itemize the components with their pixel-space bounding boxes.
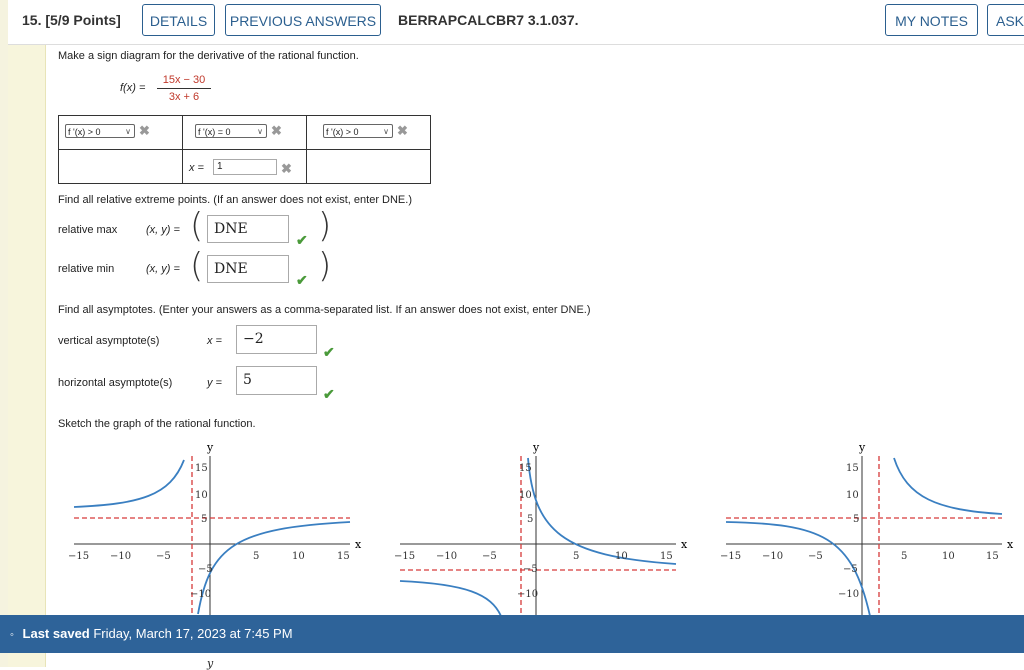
sign-cell-bottom-right (307, 150, 431, 184)
vertical-asymptote-label: vertical asymptote(s) (58, 335, 160, 347)
y-tick-label: 5 (853, 514, 860, 525)
x-tick-label: −15 (394, 551, 416, 562)
relative-min-xy-label: (x, y) = (146, 263, 180, 275)
horizontal-asymptote-var: y = (207, 377, 222, 389)
chevron-down-icon: ∨ (383, 127, 389, 136)
fraction-bar (157, 88, 211, 89)
previous-answers-button[interactable]: PREVIOUS ANSWERS (225, 4, 381, 36)
y-axis-label: y (859, 441, 866, 454)
sign-select-right[interactable]: f '(x) > 0 ∨ (323, 124, 393, 138)
sign-select-left[interactable]: f '(x) > 0 ∨ (65, 124, 135, 138)
y-tick-label: 10 (519, 490, 532, 501)
function-numerator: 15x − 30 (162, 74, 206, 86)
x-tick-label: −5 (482, 551, 497, 562)
instruction-extrema: Find all relative extreme points. (If an answer does not exist, enter DNE.) (58, 194, 412, 206)
curve-right-branch (528, 458, 676, 564)
x-axis-label: x (1007, 538, 1014, 551)
my-notes-button[interactable]: MY NOTES (885, 4, 978, 36)
x-tick-label: 15 (660, 551, 673, 562)
y-tick-label: 10 (195, 490, 208, 501)
y-tick-label: −5 (198, 564, 213, 575)
x-tick-label: 5 (573, 551, 580, 562)
horizontal-asymptote-label: horizontal asymptote(s) (58, 377, 173, 389)
instruction-sketch: Sketch the graph of the rational function. (58, 418, 256, 430)
x-tick-label: −10 (762, 551, 784, 562)
x-tick-label: −5 (156, 551, 171, 562)
question-number: 15. [5/9 Points] (22, 12, 121, 28)
function-fraction (157, 74, 211, 103)
x-tick-label: 5 (253, 551, 260, 562)
incorrect-icon: ✖ (281, 161, 292, 176)
x-tick-label: −15 (720, 551, 742, 562)
y-tick-label: −10 (838, 589, 860, 600)
critical-x-label: x = (189, 162, 204, 174)
critical-x-input[interactable]: 1 (213, 159, 277, 175)
function-label: f(x) = (120, 82, 146, 94)
open-paren: ( (190, 246, 204, 286)
sign-cell-left (59, 116, 183, 150)
y-axis-label: y (207, 441, 214, 454)
details-button[interactable]: DETAILS (142, 4, 215, 36)
close-paren: ) (318, 246, 332, 286)
left-margin (0, 0, 8, 667)
y-tick-label: −5 (843, 564, 858, 575)
relative-min-label: relative min (58, 263, 115, 275)
bullet-icon: ◦ (10, 629, 14, 641)
horizontal-asymptote-input[interactable]: 5 (236, 366, 317, 395)
vertical-asymptote-input[interactable]: −2 (236, 325, 317, 354)
x-tick-label: 10 (292, 551, 305, 562)
x-tick-label: −5 (808, 551, 823, 562)
last-saved-label: Last saved (22, 626, 90, 641)
chevron-down-icon: ∨ (125, 127, 131, 136)
x-tick-label: 10 (615, 551, 628, 562)
incorrect-icon: ✖ (139, 123, 150, 138)
sign-cell-bottom-middle (183, 150, 307, 184)
x-tick-label: −10 (110, 551, 132, 562)
correct-check-icon: ✔ (323, 386, 335, 402)
sign-cell-right (307, 116, 431, 150)
chevron-down-icon: ∨ (257, 127, 263, 136)
question-code: BERRAPCALCBR7 3.1.037. (398, 12, 579, 28)
open-paren: ( (190, 206, 204, 246)
curve-left-branch (74, 460, 184, 507)
instruction-asymptotes: Find all asymptotes. (Enter your answers as a comma-separated list. If an answer does not exist, enter DNE.) (58, 304, 591, 316)
curve-left-branch (400, 581, 501, 616)
x-tick-label: 10 (942, 551, 955, 562)
curve-right-branch (894, 458, 1002, 514)
x-tick-label: −15 (68, 551, 90, 562)
last-saved-bar (0, 615, 1024, 653)
relative-max-input[interactable]: DNE (207, 215, 289, 243)
partial-y-label: y (207, 657, 214, 670)
incorrect-icon: ✖ (271, 123, 282, 138)
sign-diagram-table (58, 115, 431, 184)
x-axis-label: x (355, 538, 362, 551)
y-tick-label: 15 (846, 463, 859, 474)
y-axis-label: y (533, 441, 540, 454)
graph-option-2[interactable] (386, 436, 696, 616)
sign-cell-middle (183, 116, 307, 150)
correct-check-icon: ✔ (296, 232, 308, 248)
sign-cell-bottom-left (59, 150, 183, 184)
x-tick-label: 15 (337, 551, 350, 562)
graph-option-3[interactable] (712, 436, 1022, 616)
question-header (8, 0, 1024, 45)
correct-check-icon: ✔ (323, 344, 335, 360)
relative-max-xy-label: (x, y) = (146, 224, 180, 236)
ask-button[interactable]: ASK (987, 4, 1024, 36)
relative-min-input[interactable]: DNE (207, 255, 289, 283)
x-tick-label: −10 (436, 551, 458, 562)
incorrect-icon: ✖ (397, 123, 408, 138)
y-tick-label: 15 (519, 463, 532, 474)
y-tick-label: 5 (527, 514, 534, 525)
y-tick-label: 15 (195, 463, 208, 474)
left-gutter (8, 44, 46, 667)
curve-right-branch (198, 522, 350, 614)
correct-check-icon: ✔ (296, 272, 308, 288)
x-tick-label: 15 (986, 551, 999, 562)
last-saved-time: Friday, March 17, 2023 at 7:45 PM (93, 626, 293, 641)
vertical-asymptote-var: x = (207, 335, 222, 347)
relative-max-label: relative max (58, 224, 118, 236)
y-tick-label: −10 (517, 589, 539, 600)
function-denominator: 3x + 6 (168, 91, 200, 103)
y-tick-label: −10 (190, 589, 212, 600)
y-tick-label: 10 (846, 490, 859, 501)
graph-option-1[interactable] (60, 436, 370, 616)
y-tick-label: 5 (201, 514, 208, 525)
x-tick-label: 5 (901, 551, 908, 562)
sign-select-middle[interactable]: f '(x) = 0 ∨ (195, 124, 267, 138)
close-paren: ) (318, 206, 332, 246)
x-axis-label: x (681, 538, 688, 551)
y-tick-label: −5 (523, 564, 538, 575)
instruction-sign-diagram: Make a sign diagram for the derivative of the rational function. (58, 50, 359, 62)
